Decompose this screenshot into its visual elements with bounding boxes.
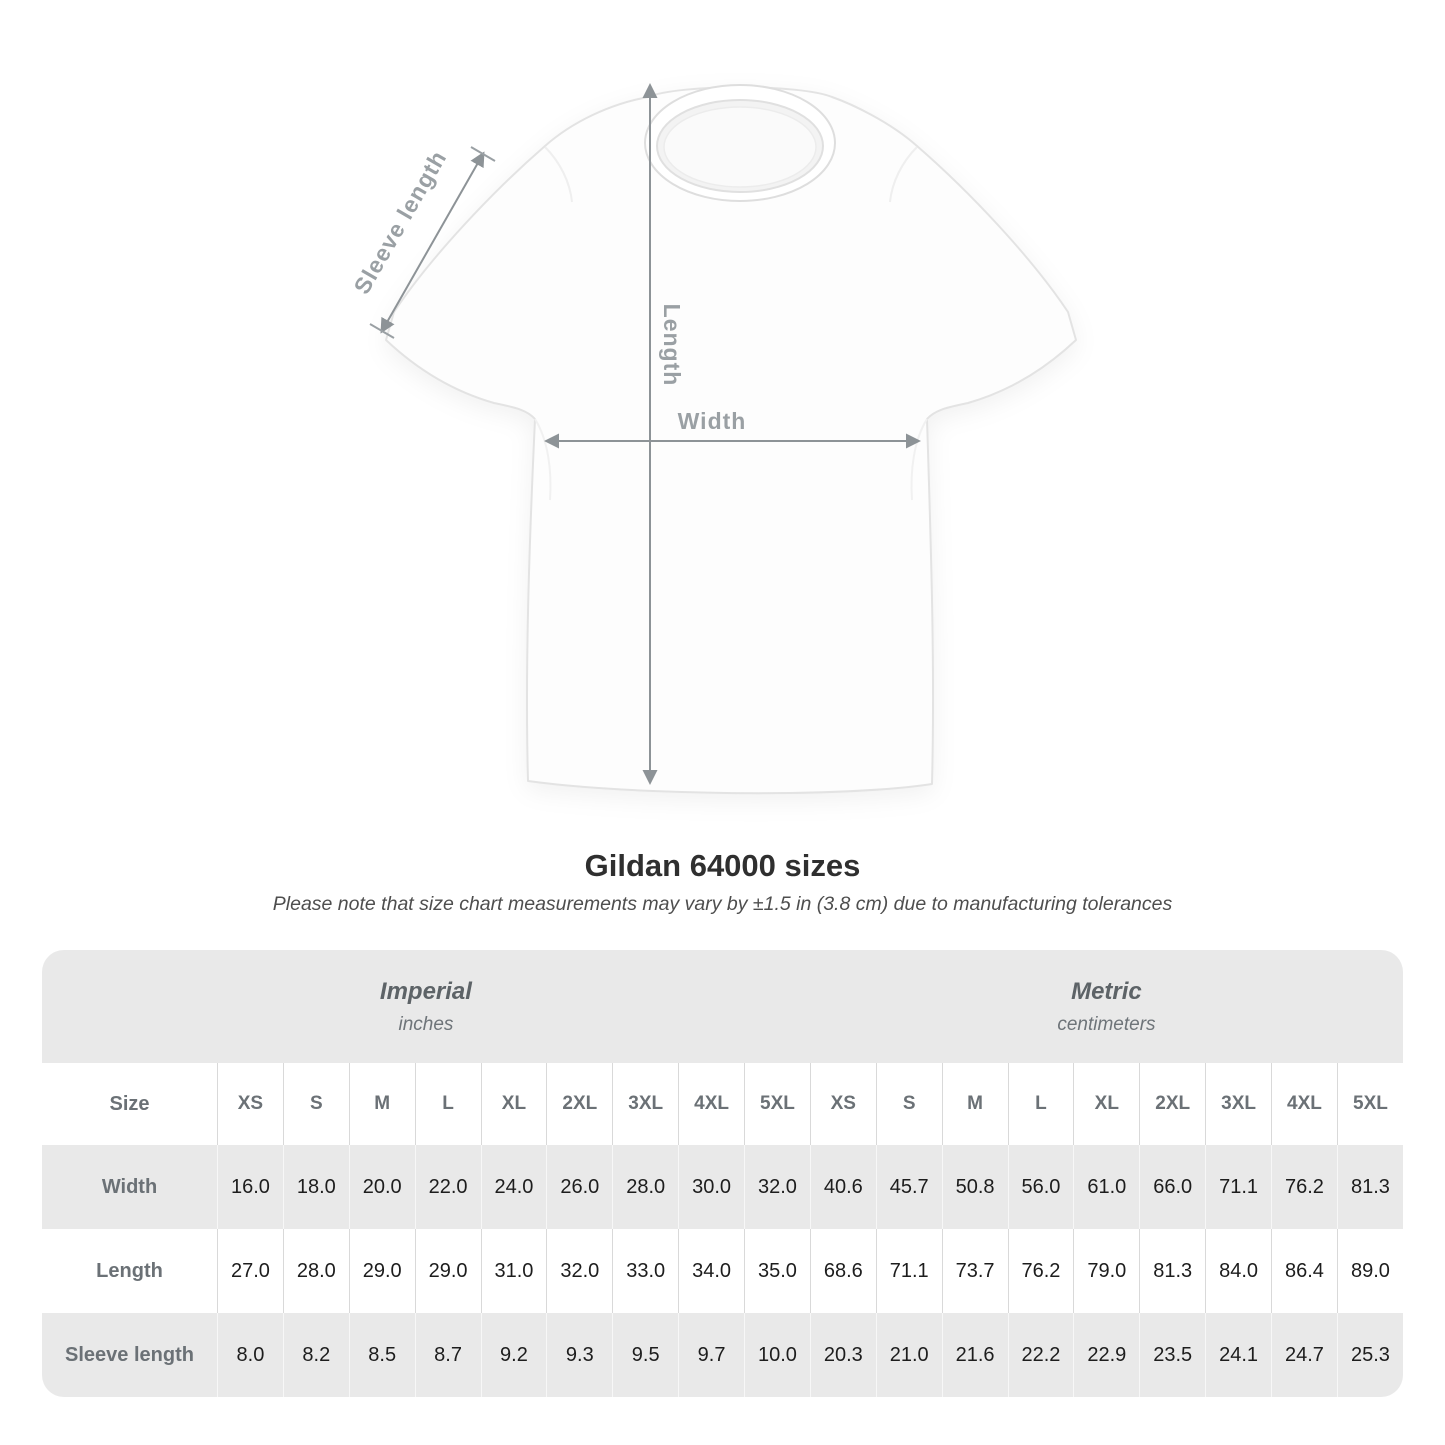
metric-title: Metric (1071, 977, 1142, 1005)
sleeve-cell: 9.2 (481, 1313, 547, 1397)
width-cell: 28.0 (612, 1145, 678, 1229)
size-header-4xl-metric: 4XL (1271, 1063, 1337, 1145)
size-header-2xl: 2XL (546, 1063, 612, 1145)
width-cell: 26.0 (546, 1145, 612, 1229)
row-label-width: Width (42, 1145, 217, 1229)
length-cell: 68.6 (810, 1229, 876, 1313)
length-cell: 86.4 (1271, 1229, 1337, 1313)
width-cell: 56.0 (1008, 1145, 1074, 1229)
sleeve-cell: 20.3 (810, 1313, 876, 1397)
size-column-header: Size (109, 1092, 150, 1115)
size-header-xl: XL (481, 1063, 547, 1145)
width-cell: 40.6 (810, 1145, 876, 1229)
metric-subtitle: centimeters (1057, 1013, 1156, 1035)
length-cell: 84.0 (1205, 1229, 1271, 1313)
size-header-3xl: 3XL (612, 1063, 678, 1145)
width-row (42, 1145, 1403, 1229)
width-cell: 24.0 (481, 1145, 547, 1229)
unit-group-header-row (42, 950, 1403, 1063)
sleeve-cell: 8.7 (415, 1313, 481, 1397)
length-cell: 76.2 (1008, 1229, 1074, 1313)
length-row (42, 1229, 1403, 1313)
size-header-row (42, 1063, 1403, 1145)
length-cell: 29.0 (415, 1229, 481, 1313)
length-cell: 27.0 (217, 1229, 283, 1313)
sleeve-cell: 8.2 (283, 1313, 349, 1397)
length-cell: 33.0 (612, 1229, 678, 1313)
length-cell: 71.1 (876, 1229, 942, 1313)
size-header-5xl: 5XL (744, 1063, 810, 1145)
imperial-title: Imperial (379, 977, 472, 1005)
size-header-xl-metric: XL (1073, 1063, 1139, 1145)
length-cell: 73.7 (942, 1229, 1008, 1313)
sleeve-cell: 21.6 (942, 1313, 1008, 1397)
width-cell: 61.0 (1073, 1145, 1139, 1229)
width-cell: 18.0 (283, 1145, 349, 1229)
tshirt-photo (386, 85, 1076, 793)
size-header-4xl: 4XL (678, 1063, 744, 1145)
sleeve-cell: 24.1 (1205, 1313, 1271, 1397)
sleeve-cell: 8.0 (217, 1313, 283, 1397)
page-subtitle: Please note that size chart measurements may vary by ±1.5 in (3.8 cm) due to manufacturing tolerances (272, 893, 1173, 915)
sleeve-cell: 9.3 (546, 1313, 612, 1397)
sleeve-cell: 22.9 (1073, 1313, 1139, 1397)
size-table (42, 950, 1403, 1397)
page-title: Gildan 64000 sizes (584, 848, 861, 883)
length-cell: 28.0 (283, 1229, 349, 1313)
imperial-group-header (42, 950, 810, 1063)
width-label: Width (677, 408, 747, 434)
width-cell: 71.1 (1205, 1145, 1271, 1229)
sleeve-cell: 22.2 (1008, 1313, 1074, 1397)
size-header-l-metric: L (1008, 1063, 1074, 1145)
size-header-s: S (283, 1063, 349, 1145)
size-header-3xl-metric: 3XL (1205, 1063, 1271, 1145)
sleeve-length-label: Sleeve length (348, 145, 452, 299)
width-cell: 81.3 (1337, 1145, 1403, 1229)
length-cell: 35.0 (744, 1229, 810, 1313)
sleeve-cell: 8.5 (349, 1313, 415, 1397)
width-cell: 66.0 (1139, 1145, 1205, 1229)
length-cell: 34.0 (678, 1229, 744, 1313)
size-header-xs-metric: XS (810, 1063, 876, 1145)
width-cell: 76.2 (1271, 1145, 1337, 1229)
sleeve-cell: 25.3 (1337, 1313, 1403, 1397)
width-cell: 30.0 (678, 1145, 744, 1229)
sleeve-cell: 21.0 (876, 1313, 942, 1397)
sleeve-cell: 9.7 (678, 1313, 744, 1397)
size-header-5xl-metric: 5XL (1337, 1063, 1403, 1145)
imperial-subtitle: inches (398, 1013, 454, 1035)
length-cell: 89.0 (1337, 1229, 1403, 1313)
sleeve-cell: 9.5 (612, 1313, 678, 1397)
length-cell: 29.0 (349, 1229, 415, 1313)
row-label-length: Length (96, 1259, 163, 1282)
length-label: Length (659, 303, 685, 387)
row-label-sleeve-length: Sleeve length (42, 1313, 217, 1397)
width-cell: 20.0 (349, 1145, 415, 1229)
metric-group-header (810, 950, 1403, 1063)
sleeve-cell: 23.5 (1139, 1313, 1205, 1397)
length-cell: 81.3 (1139, 1229, 1205, 1313)
length-cell: 31.0 (481, 1229, 547, 1313)
sleeve-cell: 10.0 (744, 1313, 810, 1397)
width-cell: 32.0 (744, 1145, 810, 1229)
length-cell: 79.0 (1073, 1229, 1139, 1313)
size-header-m-metric: M (942, 1063, 1008, 1145)
size-header-2xl-metric: 2XL (1139, 1063, 1205, 1145)
length-cell: 32.0 (546, 1229, 612, 1313)
width-cell: 45.7 (876, 1145, 942, 1229)
size-header-m: M (349, 1063, 415, 1145)
width-cell: 22.0 (415, 1145, 481, 1229)
size-header-s-metric: S (876, 1063, 942, 1145)
sleeve-cell: 24.7 (1271, 1313, 1337, 1397)
size-header-xs: XS (217, 1063, 283, 1145)
width-cell: 16.0 (217, 1145, 283, 1229)
width-cell: 50.8 (942, 1145, 1008, 1229)
sleeve-length-row (42, 1313, 1403, 1397)
size-header-l: L (415, 1063, 481, 1145)
